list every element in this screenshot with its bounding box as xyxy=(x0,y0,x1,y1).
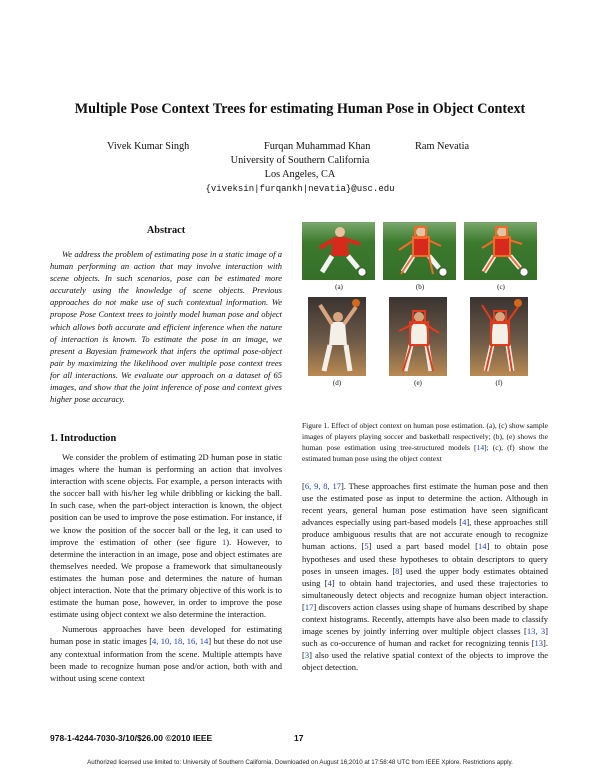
author-3: Ram Nevatia xyxy=(415,141,470,152)
author-1: Vivek Kumar Singh xyxy=(107,141,190,152)
license-notice: Authorized licensed use limited to: University of Southern California. Downloaded on August 16,2010 at 17:58:48 UTC from IEEE Xplore. Restrictions apply. xyxy=(87,759,513,766)
figure-label-d: (d) xyxy=(332,379,342,387)
author-email: {viveksin|furqankh|nevatia}@usc.edu xyxy=(205,184,395,194)
abstract-text: We address the problem of estimating pose in a static image of a human performing an action that may involve interaction with scene objects. In such scenarios, pose can be estimated more accurately using the knowledge of scene objects. Previous approaches do not make use of such contextual information. We propose Pose Context trees to jointly model human pose and object which allows both accurate and efficient inference when the nature of interaction is known. To estimate the pose in an image, we present a Bayesian framework that infers the optimal pose-object pair by maximizing the likelihood over multiple pose context trees for all interactions. We evaluate our approach on a dataset of 65 images, and show that the joint inference of pose and context gives higher pose accuracy. xyxy=(50,249,282,405)
figure-label-f: (f) xyxy=(495,379,503,387)
citation-link[interactable]: 6, 9, 8, 17 xyxy=(304,481,342,491)
isbn-copyright: 978-1-4244-7030-3/10/$26.00 ©2010 IEEE xyxy=(50,733,213,743)
citation-link[interactable]: 4 xyxy=(462,517,467,528)
citation-link[interactable]: 13, 3 xyxy=(526,626,546,637)
related-work-paragraph: [6, 9, 8, 17]. These approaches first estimate the human pose and then use the estimated pose as input to determine the action. Although in recent years, general human pose estimation have seen significant advances especially using part-based models [4], these approaches still produce ambiguous results that are not accurate enough to recognize human actions. [5] used a part based model [14] to obtain pose hypotheses and used these hypotheses to obtain descriptors to query poses in unseen images. [8] used the upper body estimates obtained using [4] to obtain hand trajectories, and used these trajectories to simultaneously detect objects and recognize human object interaction. [17] discovers action classes using shape of humans described by shape context histograms. Recently, attempts have also been made to classify image scenes by jointly inferring over multiple object classes [13, 3] such as co-occurence of human and racket for recognizing tennis [13]. [3] also used the relative spatial context of the objects to improve the object detection. xyxy=(302,481,549,673)
intro-body xyxy=(50,451,282,684)
location: Los Angeles, CA xyxy=(264,169,336,180)
intro-paragraph-2: Numerous approaches have been developed for estimating human pose in static images [4, 10, 18, 16, 14] but these do not use any contextual information from the scene. Multiple attempts have been made to recognize human pose and/or action, both with and without using scene context xyxy=(50,624,283,683)
paper-title: Multiple Pose Context Trees for estimating Human Pose in Object Context xyxy=(74,101,526,117)
citation-link[interactable]: 4 xyxy=(327,577,332,588)
figure-label-e: (e) xyxy=(414,379,422,387)
citation-link[interactable]: 17 xyxy=(304,601,314,612)
figure-image-f xyxy=(470,297,528,376)
citation-link[interactable]: 14 xyxy=(476,443,485,452)
figure-label-a: (a) xyxy=(335,283,343,291)
figure-ref-link[interactable]: 1 xyxy=(222,536,227,547)
citation-link[interactable]: 14 xyxy=(477,541,487,552)
affiliation: University of Southern California xyxy=(230,155,370,166)
citation-link[interactable]: 5 xyxy=(364,541,369,552)
figure-image-a xyxy=(302,222,375,280)
citation-link[interactable]: 13 xyxy=(534,638,544,649)
figure-image-c xyxy=(464,222,537,280)
right-column-body xyxy=(302,480,548,674)
page-number: 17 xyxy=(294,733,304,743)
abstract-body xyxy=(50,248,282,405)
citation-link[interactable]: 4, 10, 18, 16, 14 xyxy=(152,636,209,647)
figure-image-d xyxy=(308,297,366,376)
figure-label-b: (b) xyxy=(415,283,425,291)
abstract-heading: Abstract xyxy=(146,225,186,236)
figure-caption: Figure 1. Effect of object context on human pose estimation. (a), (c) show sample images of players playing soccer and basketball respectively; (b), (e) shows the human pose estimation using tree-structured models [14]; (c), (f) show the estimated human pose using the object context xyxy=(302,421,549,463)
figure-image-b xyxy=(383,222,456,280)
figure-label-c: (c) xyxy=(497,283,505,291)
citation-link[interactable]: 3 xyxy=(304,650,310,661)
intro-heading: 1. Introduction xyxy=(50,433,117,444)
intro-paragraph-1: We consider the problem of estimating 2D human pose in static images where the human is performing an action that involves interaction with scene objects. For example, a person interacts with the soccer ball with his/her leg while dribbling or kicking the ball. In such case, when the part-object interaction is known, the object position can be used to improve the pose estimation. For instance, if we know the position of the soccer ball or the leg, it can used to improve the estimation of other (see figure 1). However, to determine the interaction in an image, pose and object estimates are themselves needed. We propose a framework that simultaneously estimates the human pose and determines the nature of human object interaction. Note that the primary objective of this work is to estimate the human pose, however, in order to improve the pose estimate using object context we also determine the interaction. xyxy=(50,452,282,620)
author-2: Furqan Muhammad Khan xyxy=(264,141,371,152)
citation-link[interactable]: 8 xyxy=(395,565,400,576)
figure-image-e xyxy=(389,297,447,376)
